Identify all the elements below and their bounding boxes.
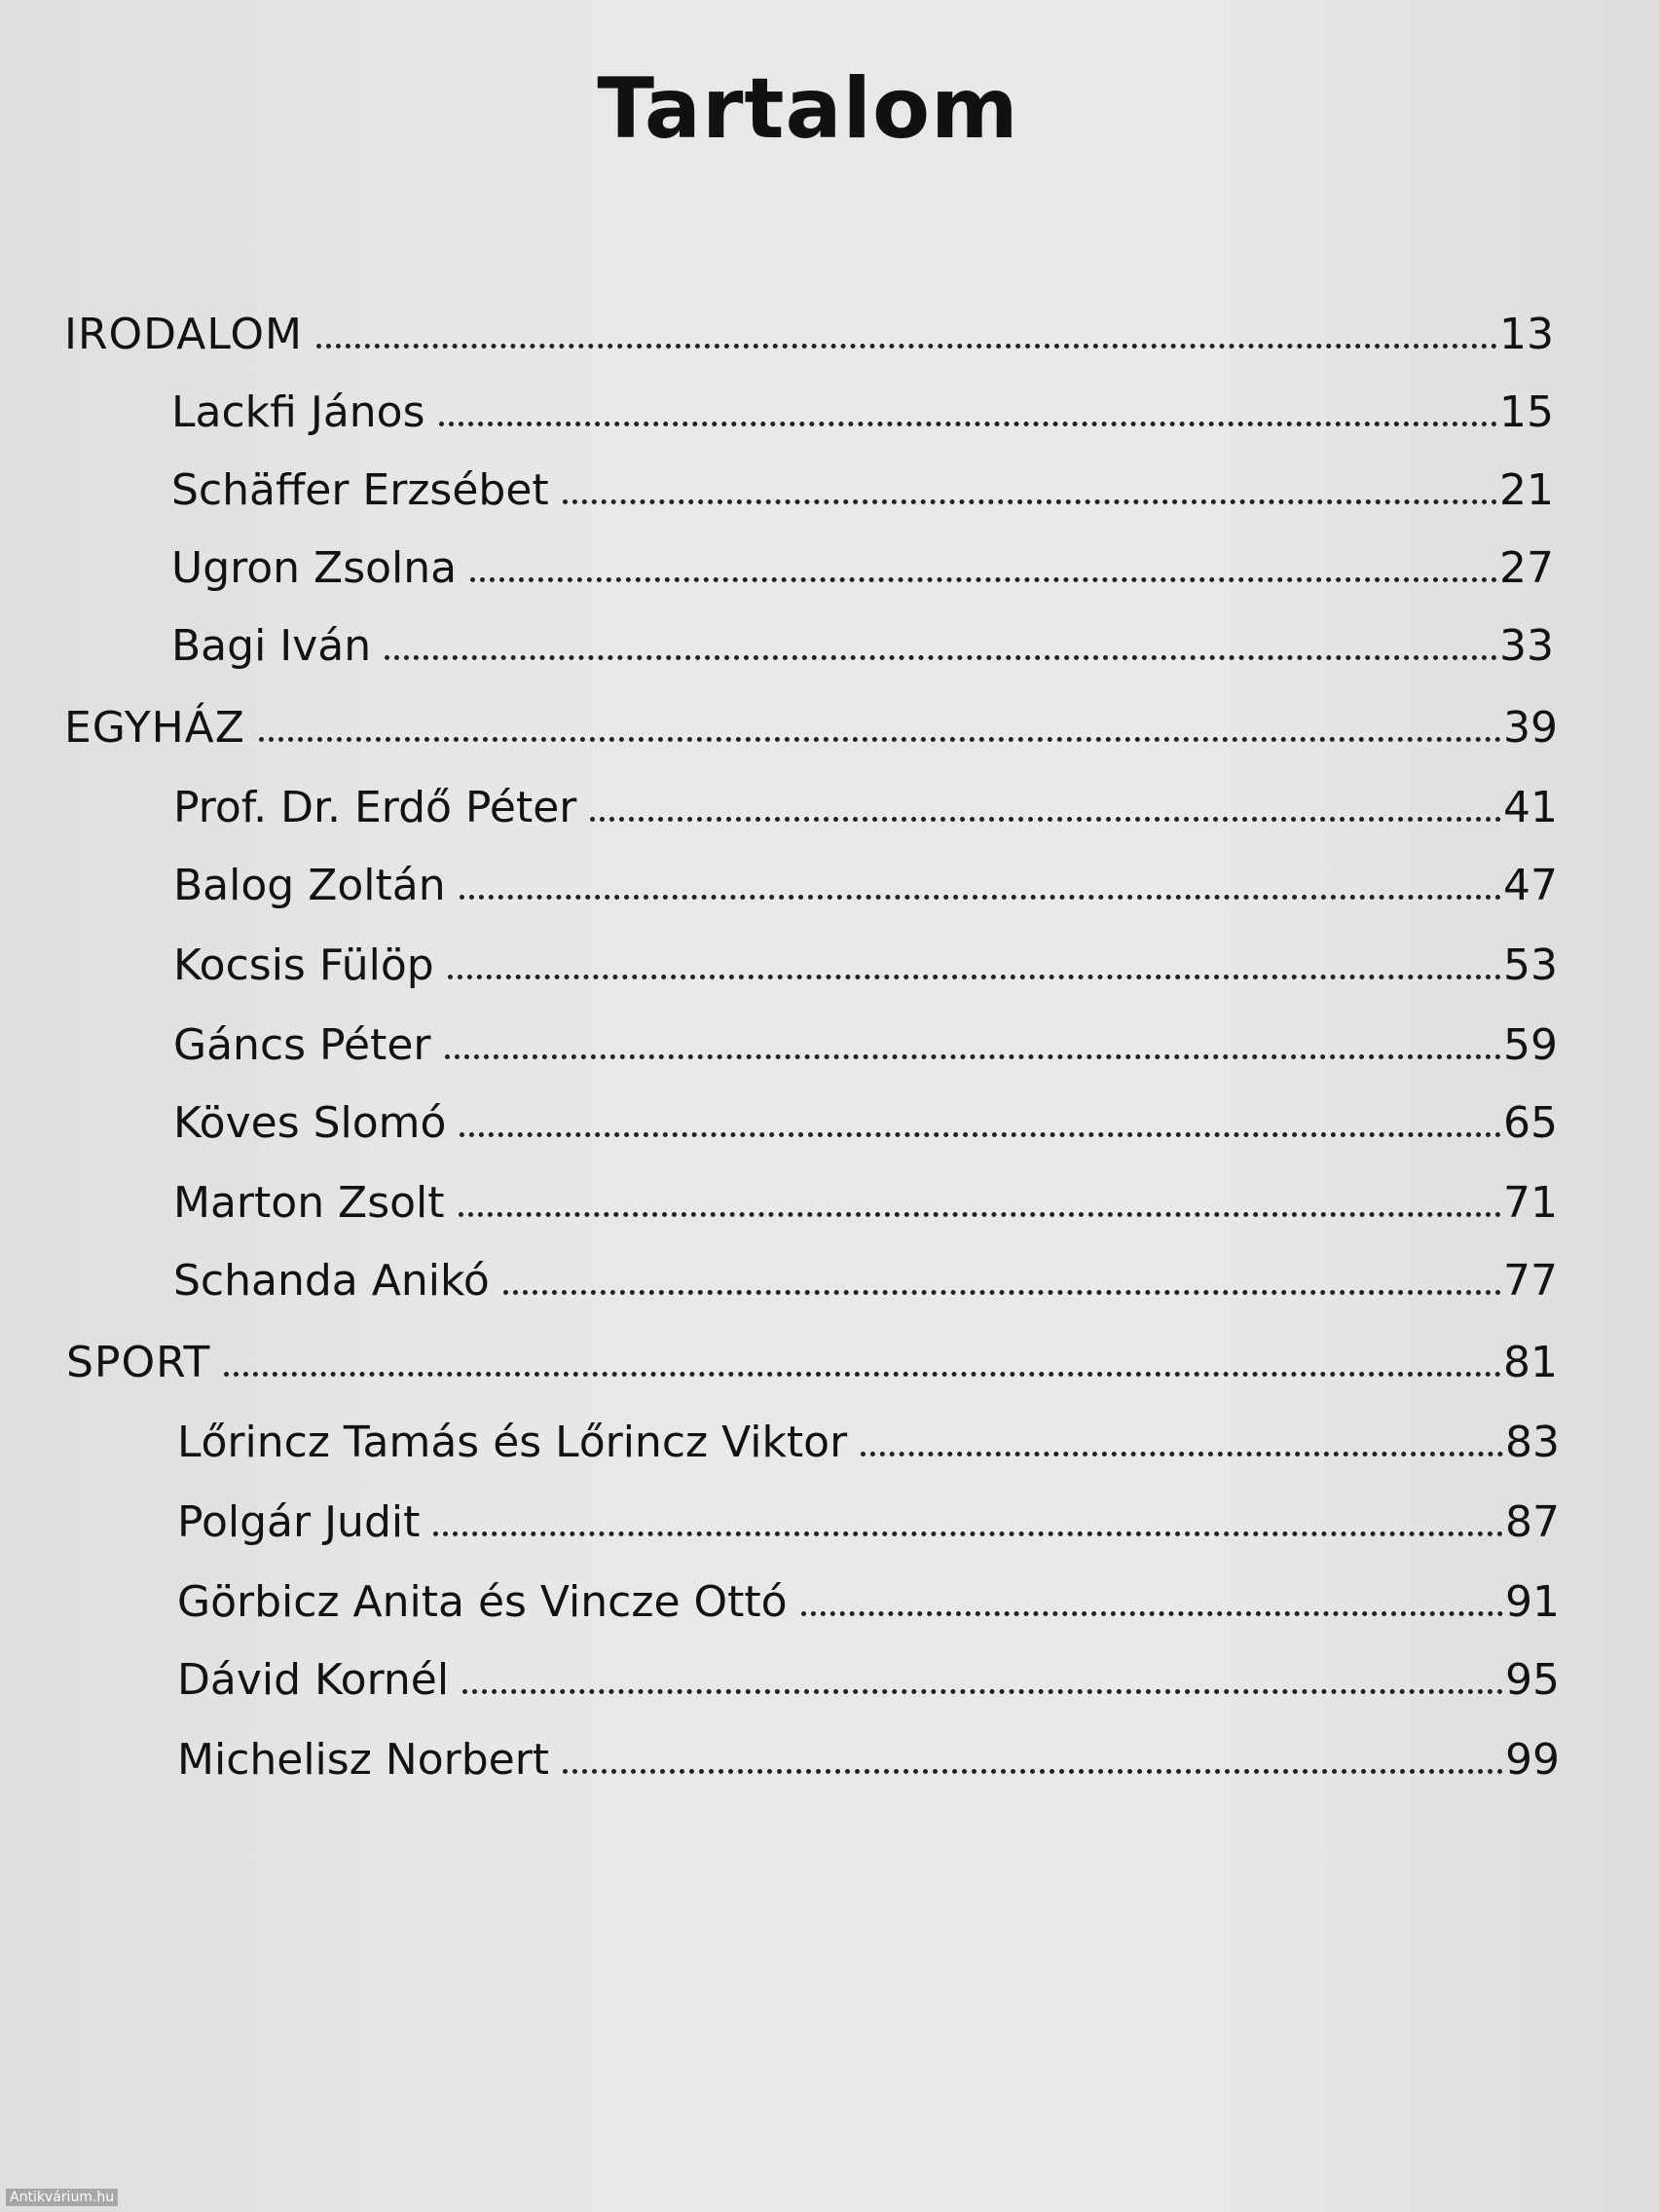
- page-number: 87: [1505, 1497, 1560, 1547]
- entry-label: Schäffer Erzsébet: [171, 465, 549, 515]
- section-label: SPORT: [66, 1338, 211, 1387]
- toc-entry: [171, 387, 1554, 446]
- entry-label: Lackfi János: [171, 387, 425, 437]
- entry-label: Lőrincz Tamás és Lőrincz Viktor: [177, 1418, 848, 1467]
- page-number: 99: [1505, 1735, 1560, 1785]
- toc-entry: [173, 1098, 1558, 1157]
- entry-label: Polgár Judit: [177, 1497, 421, 1547]
- section-label: IRODALOM: [64, 310, 303, 359]
- dot-leader: [433, 1531, 1503, 1536]
- dot-leader: [462, 1689, 1503, 1694]
- page-number: 21: [1499, 465, 1554, 515]
- page-number: 91: [1505, 1577, 1560, 1627]
- entry-label: Ugron Zsolna: [171, 543, 458, 593]
- page-number: 77: [1503, 1256, 1558, 1306]
- dot-leader: [445, 1054, 1502, 1059]
- entry-label: Bagi Iván: [171, 621, 372, 671]
- page-number: 13: [1499, 310, 1554, 359]
- page-number: 65: [1503, 1098, 1558, 1148]
- page-number: 41: [1503, 783, 1558, 832]
- page-number: 39: [1503, 703, 1558, 753]
- dot-leader: [448, 975, 1501, 979]
- toc-entry: [173, 783, 1558, 841]
- page-number: 95: [1505, 1655, 1560, 1705]
- toc-entry: [173, 1178, 1558, 1236]
- page-number: 27: [1499, 543, 1554, 593]
- dot-leader: [459, 1212, 1501, 1217]
- dot-leader: [503, 1290, 1501, 1295]
- toc-entry: [173, 1256, 1558, 1314]
- page-number: 47: [1503, 861, 1558, 910]
- toc-entry: [177, 1655, 1560, 1714]
- section-label: EGYHÁZ: [64, 703, 245, 753]
- dot-leader: [470, 577, 1497, 582]
- watermark: Antikvárium.hu: [6, 2189, 118, 2206]
- dot-leader: [259, 737, 1501, 742]
- toc-entry: [171, 543, 1554, 602]
- toc-section-egyhaz: [64, 703, 1558, 761]
- toc-entry: [173, 940, 1558, 999]
- page-number: 83: [1505, 1418, 1560, 1467]
- dot-leader: [563, 1769, 1503, 1774]
- toc-entry: [177, 1418, 1560, 1476]
- dot-leader: [563, 499, 1497, 504]
- dot-leader: [439, 422, 1497, 426]
- toc-entry: [177, 1577, 1560, 1636]
- page-number: 15: [1499, 387, 1554, 437]
- entry-label: Balog Zoltán: [173, 861, 446, 910]
- toc-section-irodalom: [64, 310, 1554, 368]
- page-number: 59: [1503, 1020, 1558, 1070]
- entry-label: Prof. Dr. Erdő Péter: [173, 783, 577, 832]
- page-number: 53: [1503, 940, 1558, 990]
- dot-leader: [460, 1132, 1501, 1137]
- toc-entry: [173, 861, 1558, 919]
- entry-label: Köves Slomó: [173, 1098, 447, 1148]
- toc-entry: [177, 1735, 1560, 1793]
- dot-leader: [316, 344, 1497, 349]
- page-number: 33: [1499, 621, 1554, 671]
- toc-entry: [171, 621, 1554, 680]
- entry-label: Dávid Kornél: [177, 1655, 450, 1705]
- toc-section-sport: [66, 1338, 1558, 1396]
- dot-leader: [224, 1372, 1501, 1377]
- dot-leader: [385, 655, 1497, 660]
- entry-label: Gáncs Péter: [173, 1020, 431, 1070]
- entry-label: Michelisz Norbert: [177, 1735, 550, 1785]
- dot-leader: [801, 1611, 1503, 1616]
- dot-leader: [460, 895, 1501, 900]
- page-number: 71: [1503, 1178, 1558, 1228]
- entry-label: Kocsis Fülöp: [173, 940, 434, 990]
- toc-entry: [177, 1497, 1560, 1556]
- dot-leader: [590, 817, 1501, 822]
- toc-entry: [173, 1020, 1558, 1079]
- page-number: 81: [1503, 1338, 1558, 1387]
- dot-leader: [861, 1452, 1503, 1456]
- entry-label: Schanda Anikó: [173, 1256, 490, 1306]
- entry-label: Marton Zsolt: [173, 1178, 445, 1228]
- page-title: Tartalom: [597, 60, 1019, 158]
- toc-entry: [171, 465, 1554, 524]
- entry-label: Görbicz Anita és Vincze Ottó: [177, 1577, 788, 1627]
